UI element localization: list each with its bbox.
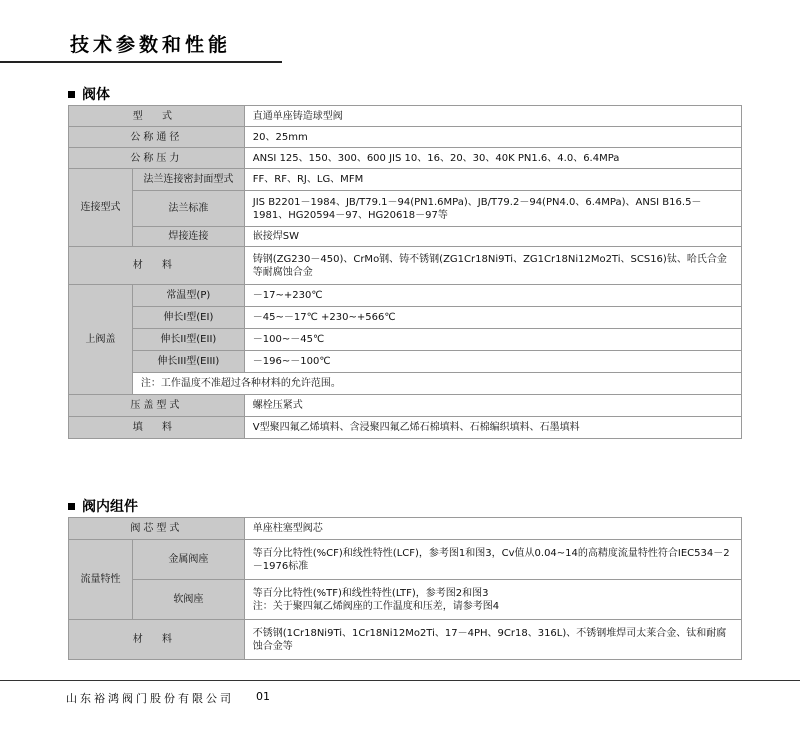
bullet-square-icon xyxy=(68,503,75,510)
soft-seat-label: 软阀座 xyxy=(132,580,244,620)
table-row xyxy=(69,395,742,417)
pn-value: ANSI 125、150、300、600 JIS 10、16、20、30、40K PN1.6、4.0、6.4MPa xyxy=(244,148,741,169)
table-row xyxy=(69,148,742,169)
plug-value: 单座柱塞型阀芯 xyxy=(244,518,741,540)
table-row xyxy=(69,191,742,227)
soft-seat-value: 等百分比特性(%TF)和线性特性(LTF)，参考图2和图3 注：关于聚四氟乙烯阀座的工作温度和压差，请参考图4 xyxy=(244,580,741,620)
table-row xyxy=(69,329,742,351)
packing-value: V型聚四氟乙烯填料、含浸聚四氟乙烯石棉填料、石棉编织填料、石墨填料 xyxy=(244,417,741,439)
conn-std-value: JIS B2201－1984、JB/T79.1－94(PN1.6MPa)、JB/T79.2－94(PN4.0、6.4MPa)、ANSI B16.5－1981、HG20594－97、HG20618－97等 xyxy=(244,191,741,227)
bonnet-e2-label: 伸长II型(EII) xyxy=(132,329,244,351)
metal-seat-value: 等百分比特性(%CF)和线性特性(LCF)，参考图1和图3，Cv值从0.04~14的高精度流量特性符合IEC534－2－1976标准 xyxy=(244,540,741,580)
table-row xyxy=(69,127,742,148)
conn-weld-label: 焊接连接 xyxy=(132,227,244,247)
footer xyxy=(66,690,270,706)
conn-label: 连接型式 xyxy=(69,169,133,247)
table-row xyxy=(69,247,742,285)
bonnet-label: 上阀盖 xyxy=(69,285,133,395)
type-value: 直通单座铸造球型阀 xyxy=(244,106,741,127)
table-row xyxy=(69,351,742,373)
type-label: 型 式 xyxy=(69,106,245,127)
table-row xyxy=(69,106,742,127)
section-heading-label: 阀体 xyxy=(82,87,110,103)
pn-label: 公称压力 xyxy=(69,148,245,169)
table-row xyxy=(69,580,742,620)
bonnet-e3-label: 伸长III型(EIII) xyxy=(132,351,244,373)
section-heading-label: 阀内组件 xyxy=(82,499,138,515)
table-row xyxy=(69,307,742,329)
table-row xyxy=(69,227,742,247)
flow-label: 流量特性 xyxy=(69,540,133,620)
footer-company: 山东裕鸿阀门股份有限公司 xyxy=(66,692,234,705)
metal-seat-label: 金属阀座 xyxy=(132,540,244,580)
table-row xyxy=(69,620,742,660)
table-row xyxy=(69,518,742,540)
section-heading-body xyxy=(68,84,110,104)
trim-spec-table xyxy=(68,517,742,660)
packing-label: 填 料 xyxy=(69,417,245,439)
conn-weld-value: 嵌接焊SW xyxy=(244,227,741,247)
material-value: 铸钢(ZG230－450)、CrMo钢、铸不锈钢(ZG1Cr18Ni9Ti、ZG1Cr18Ni12Mo2Ti、SCS16)钛、哈氏合金等耐腐蚀合金 xyxy=(244,247,741,285)
conn-std-label: 法兰标准 xyxy=(132,191,244,227)
gland-value: 螺栓压紧式 xyxy=(244,395,741,417)
table-row xyxy=(69,169,742,191)
bonnet-p-value: －17~+230℃ xyxy=(244,285,741,307)
page-title: 技术参数和性能 xyxy=(70,34,232,56)
trim-material-label: 材 料 xyxy=(69,620,245,660)
trim-material-value: 不锈钢(1Cr18Ni9Ti、1Cr18Ni12Mo2Ti、17－4PH、9Cr18、316L)、不锈钢堆焊司太莱合金、钛和耐腐蚀合金等 xyxy=(244,620,741,660)
plug-label: 阀芯型式 xyxy=(69,518,245,540)
footer-page-number: 01 xyxy=(256,690,270,703)
dn-label: 公称通径 xyxy=(69,127,245,148)
bonnet-note: 注：工作温度不准超过各种材料的允许范围。 xyxy=(132,373,741,395)
bonnet-e2-value: －100~－45℃ xyxy=(244,329,741,351)
section-heading-trim xyxy=(68,496,138,516)
material-label: 材 料 xyxy=(69,247,245,285)
table-row xyxy=(69,285,742,307)
gland-label: 压盖型式 xyxy=(69,395,245,417)
dn-value: 20、25mm xyxy=(244,127,741,148)
bonnet-e1-label: 伸长I型(EI) xyxy=(132,307,244,329)
bonnet-p-label: 常温型(P) xyxy=(132,285,244,307)
bonnet-e1-value: －45~－17℃ +230~+566℃ xyxy=(244,307,741,329)
title-rule xyxy=(0,61,282,63)
table-row xyxy=(69,417,742,439)
table-row xyxy=(69,540,742,580)
footer-rule xyxy=(0,680,800,681)
bonnet-e3-value: －196~－100℃ xyxy=(244,351,741,373)
body-spec-table xyxy=(68,105,742,439)
bullet-square-icon xyxy=(68,91,75,98)
conn-face-label: 法兰连接密封面型式 xyxy=(132,169,244,191)
conn-face-value: FF、RF、RJ、LG、MFM xyxy=(244,169,741,191)
table-row xyxy=(69,373,742,395)
